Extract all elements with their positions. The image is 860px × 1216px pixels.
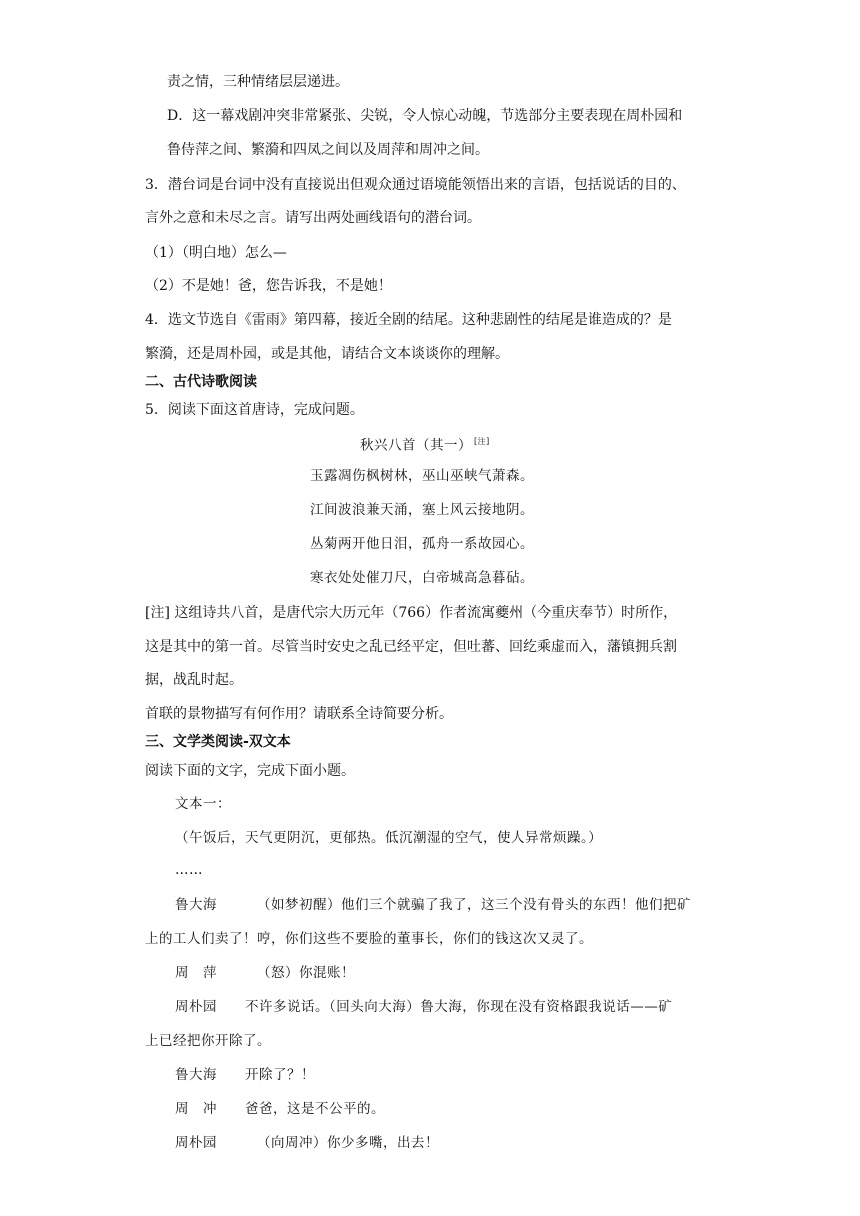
section-2-title: 二、古代诗歌阅读 xyxy=(145,374,257,390)
poem-line-3: 丛菊两开他日泪，孤舟一系故园心。 xyxy=(310,536,534,552)
speech: （如梦初醒）他们三个就骗了我了，这三个没有骨头的东西！他们把矿 xyxy=(257,897,691,913)
question-3-line2: 言外之意和未尽之言。请写出两处画线语句的潜台词。 xyxy=(145,210,481,226)
dialogue-2 xyxy=(175,963,355,983)
note-line2: 这是其中的第一首。尽管当时安史之乱已经平定，但吐蕃、回纥乘虚而入，藩镇拥兵割 xyxy=(145,639,677,655)
dialogue-4 xyxy=(175,1065,315,1085)
speech: （向周冲）你少多嘴，出去！ xyxy=(257,1135,439,1151)
question-3-item1: （1）（明白地）怎么— xyxy=(145,245,287,261)
speaker: 鲁大海 xyxy=(175,1067,217,1083)
question-3-item2: （2）不是她！爸，您告诉我，不是她！ xyxy=(145,278,392,294)
section-3-title: 三、文学类阅读-双文本 xyxy=(145,734,291,750)
dialogue-5 xyxy=(175,1099,385,1119)
speaker: 周朴园 xyxy=(175,1135,217,1151)
question-4-line1: 4．选文节选自《雷雨》第四幕，接近全剧的结尾。这种悲剧性的结尾是谁造成的？是 xyxy=(145,312,672,328)
option-d-line1: D．这一幕戏剧冲突非常紧张、尖锐，令人惊心动魄，节选部分主要表现在周朴园和 xyxy=(167,108,683,124)
dialogue-1-cont: 上的工人们卖了！哼，你们这些不要脸的董事长，你们的钱这次又灵了。 xyxy=(145,931,593,947)
question-5-question: 首联的景物描写有何作用？请联系全诗简要分析。 xyxy=(145,706,453,722)
option-d-line2: 鲁侍萍之间、繁漪和四凤之间以及周萍和周冲之间。 xyxy=(167,142,489,158)
section-3-intro: 阅读下面的文字，完成下面小题。 xyxy=(145,763,355,779)
speaker: 周朴园 xyxy=(175,999,217,1015)
speech: 爸爸，这是不公平的。 xyxy=(245,1101,385,1117)
poem-line-1: 玉露凋伤枫树林，巫山巫峡气萧森。 xyxy=(310,468,534,484)
text-1-label: 文本一： xyxy=(175,796,231,812)
speaker: 周 萍 xyxy=(175,965,217,981)
stage-direction: （午饭后，天气更阴沉，更郁热。低沉潮湿的空气，使人异常烦躁。） xyxy=(175,830,603,846)
dialogue-6 xyxy=(175,1133,439,1153)
speaker: 鲁大海 xyxy=(175,897,217,913)
note-line1: [注] 这组诗共八首，是唐代宗大历元年（766）作者流寓夔州（今重庆奉节）时所作， xyxy=(145,605,678,621)
poem-title: 秋兴八首（其一） xyxy=(360,437,472,454)
question-2-tail: 责之情，三种情绪层层递进。 xyxy=(167,74,349,90)
ellipsis: …… xyxy=(175,862,203,878)
poem-note-mark: [注] xyxy=(474,437,490,446)
poem-title-row xyxy=(360,432,490,456)
speech: （怒）你混账！ xyxy=(257,965,355,981)
question-4-line2: 繁漪，还是周朴园，或是其他，请结合文本谈谈你的理解。 xyxy=(145,346,509,362)
dialogue-3-cont: 上已经把你开除了。 xyxy=(145,1033,271,1049)
question-5-intro: 5．阅读下面这首唐诗，完成问题。 xyxy=(145,402,364,418)
poem-line-2: 江间波浪兼天涌，塞上风云接地阴。 xyxy=(310,502,534,518)
speech: 不许多说话。（回头向大海）鲁大海，你现在没有资格跟我说话——矿 xyxy=(245,999,673,1015)
question-3-line1: 3．潜台词是台词中没有直接说出但观众通过语境能领悟出来的言语，包括说话的目的、 xyxy=(145,177,686,193)
dialogue-3 xyxy=(175,997,672,1017)
poem-line-4: 寒衣处处催刀尺，白帝城高急暮砧。 xyxy=(310,570,534,586)
speaker: 周 冲 xyxy=(175,1101,217,1117)
speech: 开除了？！ xyxy=(245,1067,315,1083)
dialogue-1 xyxy=(175,895,691,915)
note-line3: 据，战乱时起。 xyxy=(145,672,243,688)
